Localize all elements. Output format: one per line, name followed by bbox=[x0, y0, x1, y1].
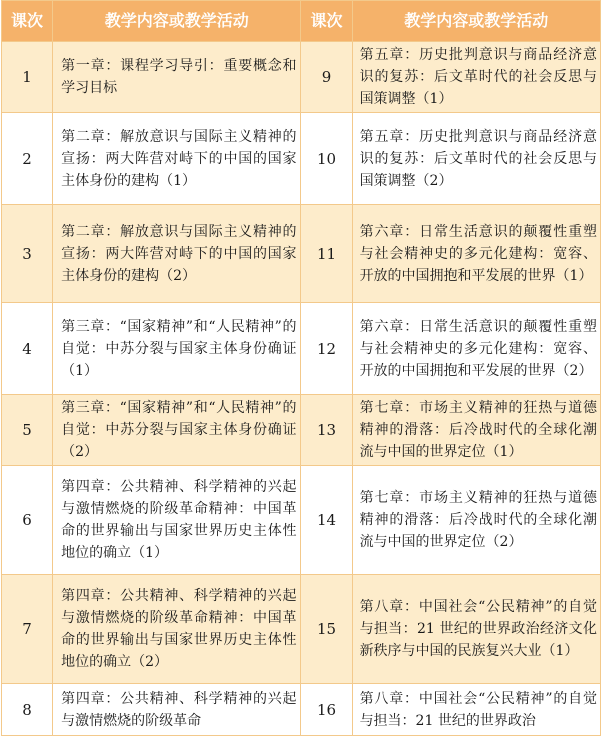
session-number: 2 bbox=[2, 113, 53, 205]
session-content: 第一章：课程学习导引：重要概念和学习目标 bbox=[53, 42, 301, 113]
session-content: 第三章：“国家精神”和“人民精神”的自觉：中苏分裂与国家主体身份确证（2） bbox=[53, 395, 301, 466]
session-number: 4 bbox=[2, 303, 53, 395]
session-content: 第四章：公共精神、科学精神的兴起与激情燃烧的阶级革命 bbox=[53, 684, 301, 736]
table-row bbox=[2, 113, 601, 205]
session-number: 5 bbox=[2, 395, 53, 466]
header-session-left: 课次 bbox=[2, 1, 53, 42]
session-number: 15 bbox=[301, 575, 352, 684]
session-content: 第三章：“国家精神”和“人民精神”的自觉：中苏分裂与国家主体身份确证（1） bbox=[53, 303, 301, 395]
table-row bbox=[2, 205, 601, 303]
session-number: 11 bbox=[301, 205, 352, 303]
session-content: 第七章：市场主义精神的狂热与道德精神的滑落：后冷战时代的全球化潮流与中国的世界定位（1） bbox=[352, 395, 600, 466]
header-session-right: 课次 bbox=[301, 1, 352, 42]
session-content: 第八章：中国社会“公民精神”的自觉与担当：21 世纪的世界政治 bbox=[352, 684, 600, 736]
table-row bbox=[2, 575, 601, 684]
session-number: 1 bbox=[2, 42, 53, 113]
table-header-row bbox=[2, 1, 601, 42]
table-row bbox=[2, 395, 601, 466]
session-content: 第四章：公共精神、科学精神的兴起与激情燃烧的阶级革命精神：中国革命的世界输出与国家世界历史主体性地位的确立（2） bbox=[53, 575, 301, 684]
session-number: 12 bbox=[301, 303, 352, 395]
session-number: 13 bbox=[301, 395, 352, 466]
session-number: 8 bbox=[2, 684, 53, 736]
table-row bbox=[2, 42, 601, 113]
session-content: 第八章：中国社会“公民精神”的自觉与担当：21 世纪的世界政治经济文化新秩序与中国的民族复兴大业（1） bbox=[352, 575, 600, 684]
session-content: 第七章：市场主义精神的狂热与道德精神的滑落：后冷战时代的全球化潮流与中国的世界定位（2） bbox=[352, 466, 600, 575]
session-number: 16 bbox=[301, 684, 352, 736]
table-row bbox=[2, 684, 601, 736]
session-number: 3 bbox=[2, 205, 53, 303]
session-number: 6 bbox=[2, 466, 53, 575]
session-number: 9 bbox=[301, 42, 352, 113]
session-content: 第五章：历史批判意识与商品经济意识的复苏：后文革时代的社会反思与国策调整（2） bbox=[352, 113, 600, 205]
header-content-left: 教学内容或教学活动 bbox=[53, 1, 301, 42]
session-content: 第六章：日常生活意识的颠覆性重塑与社会精神史的多元化建构：宽容、开放的中国拥抱和平发展的世界（2） bbox=[352, 303, 600, 395]
session-content: 第二章：解放意识与国际主义精神的宣扬：两大阵营对峙下的中国的国家主体身份的建构（1） bbox=[53, 113, 301, 205]
table-row bbox=[2, 466, 601, 575]
session-content: 第六章：日常生活意识的颠覆性重塑与社会精神史的多元化建构：宽容、开放的中国拥抱和平发展的世界（1） bbox=[352, 205, 600, 303]
header-content-right: 教学内容或教学活动 bbox=[352, 1, 600, 42]
session-number: 10 bbox=[301, 113, 352, 205]
table-row bbox=[2, 303, 601, 395]
session-content: 第五章：历史批判意识与商品经济意识的复苏：后文革时代的社会反思与国策调整（1） bbox=[352, 42, 600, 113]
session-content: 第四章：公共精神、科学精神的兴起与激情燃烧的阶级革命精神：中国革命的世界输出与国家世界历史主体性地位的确立（1） bbox=[53, 466, 301, 575]
course-schedule-table bbox=[1, 0, 601, 736]
session-number: 7 bbox=[2, 575, 53, 684]
session-number: 14 bbox=[301, 466, 352, 575]
session-content: 第二章：解放意识与国际主义精神的宣扬：两大阵营对峙下的中国的国家主体身份的建构（2） bbox=[53, 205, 301, 303]
